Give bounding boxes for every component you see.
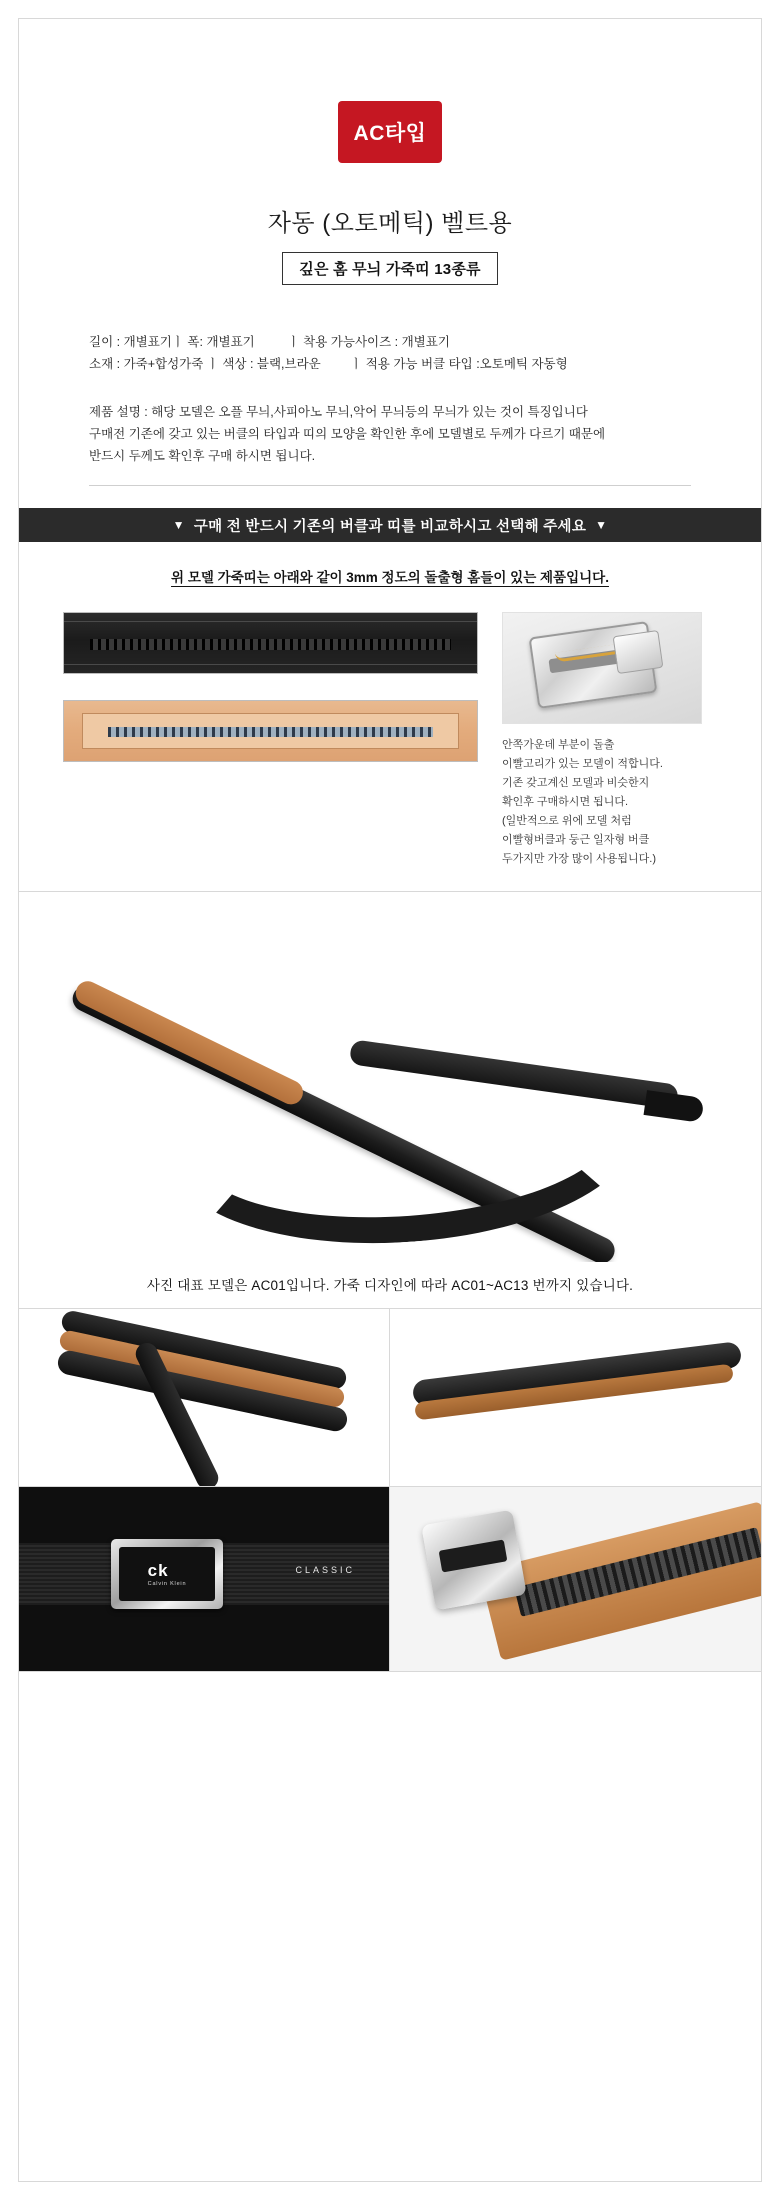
- spec-row-1: [89, 331, 691, 353]
- description-block: [89, 401, 691, 467]
- buckle-caption-line-6: 이빨형버클과 둥근 일자형 버클: [502, 834, 650, 846]
- buckle-caption-line-7: 두가지만 가장 많이 사용됩니다.): [502, 853, 657, 865]
- hero-strap-tip: [644, 1090, 705, 1123]
- spec-length-width: 길이 : 개별표기ㅣ 폭: 개별표기: [89, 335, 255, 349]
- brand-subname: Calvin Klein: [147, 1581, 187, 1587]
- strap-edge-top: [64, 621, 477, 622]
- triangle-right-icon: ▼: [595, 518, 608, 532]
- spec-size: ㅣ 착용 가능사이즈 : 개별표기: [287, 335, 450, 349]
- hero-belt-photo: [19, 892, 761, 1262]
- description-line-2: 구매전 기존에 갖고 있는 버클의 타입과 띠의 모양을 확인한 후에 모델별로 두께가 다르기 때문에: [89, 427, 606, 441]
- page-title: 자동 (오토메틱) 벨트용: [267, 210, 513, 237]
- strap-embossed-word: CLASSIC: [295, 1565, 355, 1575]
- divider-top: [89, 485, 691, 486]
- strap-grooves: [90, 639, 451, 650]
- photo-gallery: [19, 1308, 761, 1672]
- gallery-item-1: [19, 1309, 390, 1487]
- spec-spacer-1: [258, 335, 284, 349]
- bottom-spacer: [19, 1672, 761, 1696]
- notice-text: 구매 전 반드시 기존의 버클과 띠를 비교하시고 선택해 주세요: [193, 518, 587, 535]
- type-badge-container: [19, 101, 761, 163]
- buckle-caption-line-4: 확인후 구매하시면 됩니다.: [502, 796, 629, 808]
- strap-edge-bottom: [64, 664, 477, 665]
- gallery-item-4: [390, 1487, 761, 1672]
- page-subtitle: 깊은 홈 무늬 가죽띠 13종류: [282, 252, 497, 285]
- buckle-plate-metal: [111, 1539, 223, 1609]
- type-badge: AC타입: [338, 101, 442, 163]
- buckle-lever: [613, 630, 664, 674]
- gallery-item-2: [390, 1309, 761, 1487]
- notice-bar: [19, 508, 761, 542]
- spec-block: [89, 331, 691, 375]
- brand-name: ck: [147, 1561, 169, 1580]
- buckle-plate-inner: [119, 1547, 215, 1601]
- hero-caption: 사진 대표 모델은 AC01입니다. 가죽 디자인에 따라 AC01~AC13 번까지 있습니다.: [146, 1278, 634, 1293]
- buckle-caption-line-5: (일반적으로 위에 모델 처럼: [502, 815, 632, 827]
- page-subtitle-container: [19, 252, 761, 285]
- buckle-reference: [496, 612, 721, 869]
- spec-row-2: [89, 353, 691, 375]
- buckle-photo: [502, 612, 702, 724]
- notice-subtext: 위 모델 가죽띠는 아래와 같이 3mm 정도의 돌출형 홈들이 있는 제품입니다.: [171, 570, 609, 585]
- buckle-caption-line-1: 안쪽가운데 부분이 돌출: [502, 739, 615, 751]
- compare-section: [19, 612, 761, 869]
- gallery-item-3: [19, 1487, 390, 1672]
- description-line-1: 제품 설명 : 해당 모델은 오플 무늬,사피아노 무늬,악어 무늬등의 무늬가 있는 것이 특징입니다: [89, 405, 588, 419]
- content-frame: [18, 18, 762, 2182]
- black-strap-sample: [63, 612, 478, 674]
- buckle-caption-line-3: 기존 갖고계신 모델과 비슷한지: [502, 777, 650, 789]
- spec-buckle-type: ㅣ 적용 가능 버클 타입 :오토메틱 자동형: [350, 357, 568, 371]
- brand-mark: [148, 1561, 187, 1587]
- buckle-caption-line-2: 이빨고리가 있는 모델이 적합니다.: [502, 758, 663, 770]
- spec-spacer-2: [324, 357, 346, 371]
- compare-samples: [63, 612, 478, 869]
- spec-material-color: 소재 : 가죽+합성가죽 ㅣ 색상 : 블랙,브라운: [89, 357, 321, 371]
- description-line-3: 반드시 두께도 확인후 구매 하시면 됩니다.: [89, 449, 316, 463]
- strap-grooves: [108, 727, 433, 737]
- tan-strap-sample: [63, 700, 478, 762]
- triangle-left-icon: ▼: [172, 518, 185, 532]
- buckle-caption: [502, 736, 721, 869]
